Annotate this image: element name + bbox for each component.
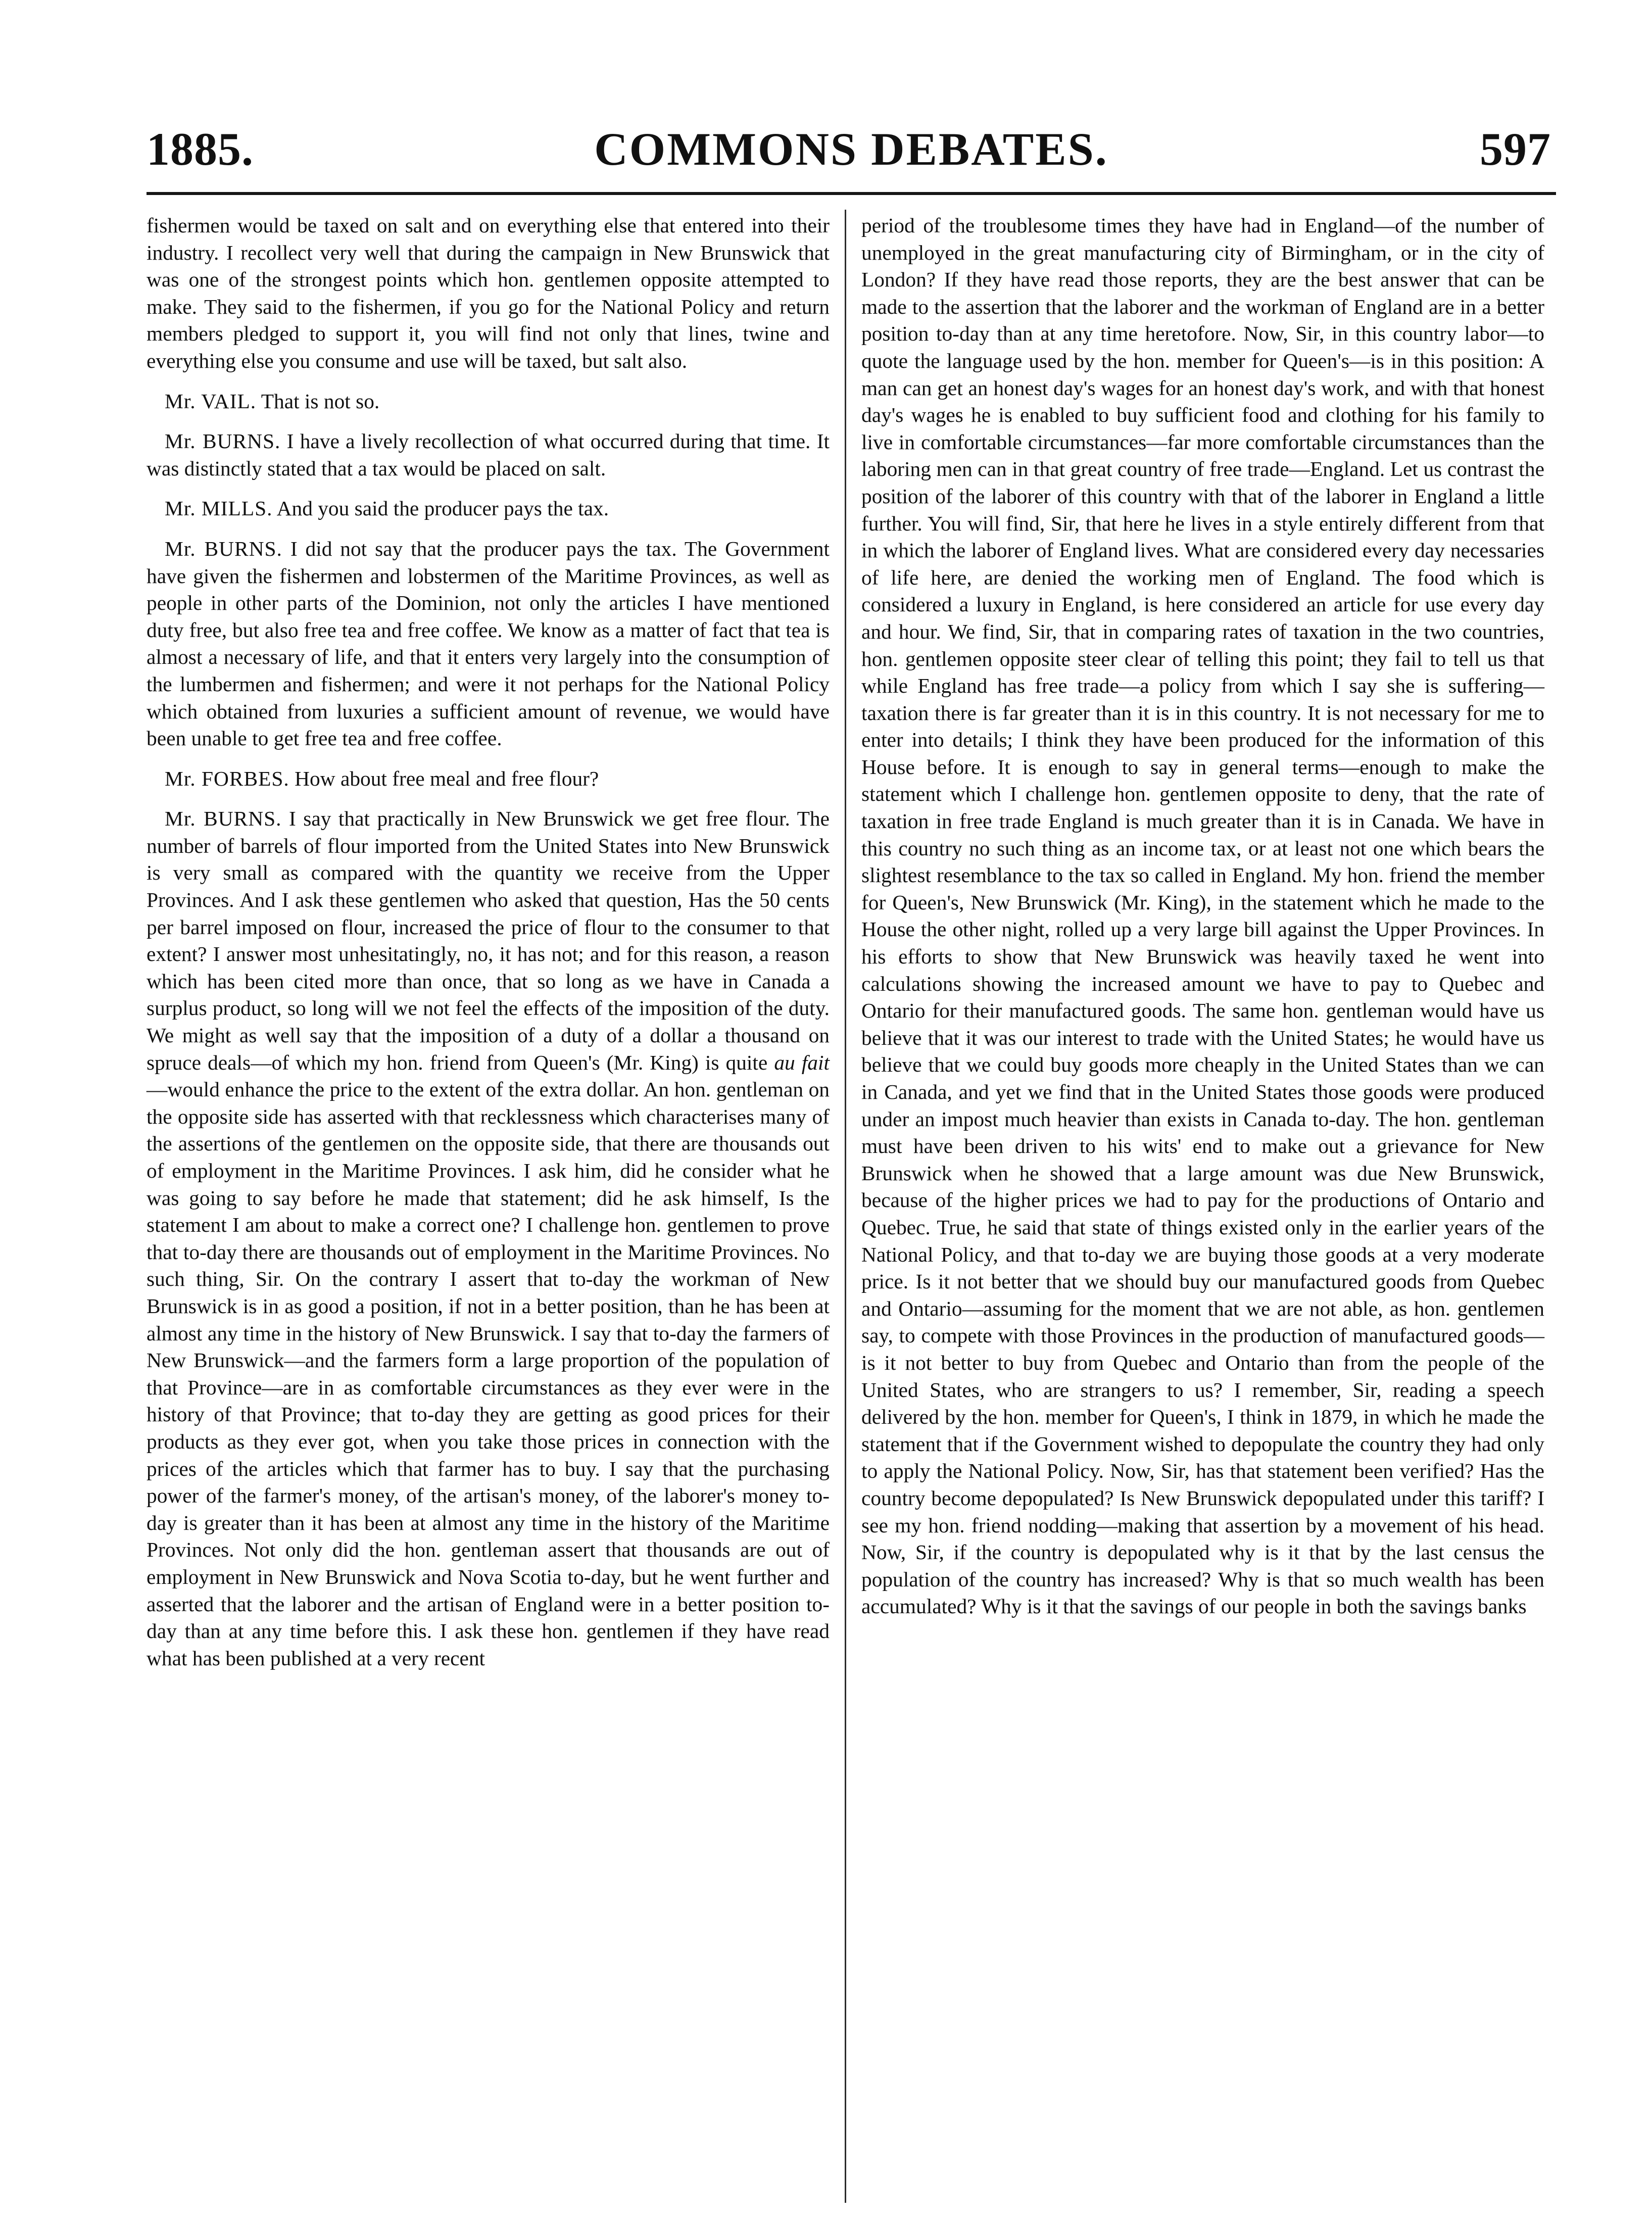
speech-text-continued: —would enhance the price to the extent of the extra dollar. An hon. gentleman on the opposite side has asserted with that recklessness which characterises many of the assertions of the gentlemen on the opposite side, that there are thousands out of employment in the Maritime Provinces. I ask him, did he consider what he was going to say before he made that statement; did he ask himself, Is the statement I am about to make a correct one? I challenge hon. gentlemen to prove that to-day there are thousands out of employment in the Maritime Provinces. No such thing, Sir. On the contrary I assert that to-day the workman of New Brunswick is in as good a position, if not in a better position, than he has been at almost any time in the history of New Brunswick. I say that to-day the farmers of New Brunswick—and the farmers form a large proportion of the population of that Province—are in as comfortable circumstances as they ever were in the history of that Province; that to-day they are getting as good prices for their products as they ever got, when you take those prices in connection with the prices of the articles which that farmer has to buy. I say that the purchasing power of the farmer's money, of the artisan's money, of the laborer's money to-day is greater than it has been at almost any time in the history of the Maritime Provinces. Not only did the hon. gentleman assert that thousands are out of employment in New Brunswick and Nova Scotia to-day, but he went further and asserted that the laborer and the artisan of England were in a better position to-day than at any time before this. I ask these hon. gentlemen if they have read what has been published at a very recent xyxy=(147,1078,830,1670)
paragraph-text: fishermen would be taxed on salt and on everything else that entered into their industry. I recollect very well that during the campaign in New Brunswick that was one of the strongest points which hon. gentlemen opposite attempted to make. They said to the fishermen, if you go for the National Policy and return members pledged to support it, you will find not only that lines, twine and everything else you consume and use will be taxed, but salt also. xyxy=(147,214,830,372)
speech-forbes xyxy=(147,765,830,793)
speech-text: And you said the producer pays the tax. xyxy=(276,497,609,520)
right-column xyxy=(861,212,1544,1620)
speech-burns xyxy=(147,428,830,482)
speaker-name: Mr. BURNS. xyxy=(165,429,281,453)
speaker-name: Mr. BURNS. xyxy=(165,807,282,831)
speaker-name: Mr. MILLS. xyxy=(165,497,273,520)
speaker-name: Mr. FORBES. xyxy=(165,766,289,790)
speech-text: That is not so. xyxy=(261,389,380,413)
paragraph xyxy=(861,212,1544,1620)
speech-burns xyxy=(147,536,830,752)
speaker-name: Mr. VAIL. xyxy=(165,389,257,413)
speech-text: I did not say that the producer pays the tax. The Government have given the fishermen and lobstermen of the Maritime Provinces, as well as people in other parts of the Dominion, not only the articles I have mentioned duty free, but also free tea and free coffee. We know as a matter of fact that tea is almost a necessary of life, and that it enters very largely into the consumption of the lumbermen and fishermen; and were it not perhaps for the National Policy which obtained from luxuries a sufficient amount of revenue, we would have been unable to get free tea and free coffee. xyxy=(147,537,830,750)
paragraph-text: period of the troublesome times they have had in England—of the number of unemployed in the great manufacturing city of Birmingham, or in the city of London? If they have read those reports, they are the best answer that can be made to the assertion that the laborer and the workman of England are in a better position to-day than at any time heretofore. Now, Sir, in this country labor—to quote the language used by the hon. member for Queen's—is in this position: A man can get an honest day's wages for an honest day's work, and with that honest day's wages he is enabled to buy sufficient food and clothing for his family to live in comfortable circumstances—far more comfortable circumstances than the laboring men can in that great country of free trade—England. Let us contrast the position of the laborer of this country with that of the laborer in England a little further. You will find, Sir, that here he lives in a style entirely different from that in which the laborer of England lives. What are considered every day necessaries of life here, are denied the working men of England. The food which is considered a luxury in England, is here considered an article for use every day and hour. We find, Sir, that in comparing rates of taxation in the two countries, hon. gentlemen opposite steer clear of telling this point; they fail to tell us that while England has free trade—a policy from which I say she is suffering—taxation there is far greater than it is in this country. It is not necessary for me to enter into details; I think they have been produced for the information of this House before. It is enough to say in general terms—enough to make the statement which I challenge hon. gentlemen opposite to deny, that the rate of taxation in free trade England is much greater than it is in Canada. We have in this country no such thing as an income tax, or at least not one which bears the slightest resemblance to the tax so called in England. My hon. friend the member for Queen's, New Brunswick (Mr. King), in the statement which he made to the House the other night, rolled up a very large bill against the Upper Provinces. In his efforts to show that New Brunswick was heavily taxed he went into calculations showing the increased amount we have to pay to Quebec and Ontario for their manufactured goods. The same hon. gentleman would have us believe that it was our interest to trade with the United States; he would have us believe that we could buy goods more cheaply in the United States than we can in Canada, and yet we find that in the United States those goods were produced under an impost much heavier than exists in Canada to-day. The hon. gentleman must have been driven to his wits' end to make out a grievance for New Brunswick when he showed that a large amount was due New Brunswick, because of the higher prices we had to pay for the productions of Ontario and Quebec. True, he said that state of things existed only in the earlier years of the National Policy, and that to-day we are buying those goods at a very moderate price. Is it not better that we should buy our manufactured goods from Quebec and Ontario—assuming for the moment that we are not able, as hon. gentlemen say, to compete with those Provinces in the production of manufactured goods—is it not better to buy from Quebec and Ontario than from the people of the United States, who are strangers to us? I remember, Sir, reading a speech delivered by the hon. member for Queen's, I think in 1879, in which he made the statement that if the Government wished to depopulate the country they had only to apply the National Policy. Now, Sir, has that statement been verified? Has the country become depopulated? Is New Brunswick depopulated under this tariff? I see my hon. friend nodding—making that assertion by a movement of his head. Now, Sir, if the country is depopulated why is it that by the last census the population of the country has increased? Why is that so much wealth has been accumulated? Why is it that the savings of our people in both the savings banks xyxy=(861,214,1544,1618)
speech-vail xyxy=(147,388,830,415)
speech-mills xyxy=(147,495,830,522)
speech-burns xyxy=(147,805,830,1672)
speaker-name: Mr. BURNS. xyxy=(165,537,282,560)
paragraph xyxy=(147,212,830,375)
left-column xyxy=(147,212,830,1672)
header-rule xyxy=(147,192,1556,195)
italic-phrase: au fait xyxy=(774,1050,830,1074)
header-title: COMMONS DEBATES. xyxy=(594,123,1108,175)
speech-text: I have a lively recollection of what occurred during that time. It was distinctly stated that a tax would be placed on salt. xyxy=(147,429,830,480)
speech-text: How about free meal and free flour? xyxy=(295,766,599,790)
header-page-number: 597 xyxy=(1480,123,1551,175)
column-divider xyxy=(845,210,846,2203)
speech-text: I say that practically in New Brunswick we get free flour. The number of barrels of flour imported from the United States into New Brunswick is very small as compared with the quantity we receive from the Upper Provinces. And I ask these gentlemen who asked that question, Has the 50 cents per barrel imposed on flour, increased the price of flour to the consumer to that extent? I answer most unhesitatingly, no, it has not; and for this reason, a reason which has been cited more than once, that so long as we have in Canada a surplus product, so long will we not feel the effects of the imposition of the duty. We might as well say that the imposition of a duty of a dollar a thousand on spruce deals—of which my hon. friend from Queen's (Mr. King) is quite xyxy=(147,807,830,1074)
header-year: 1885. xyxy=(147,123,254,175)
page-header xyxy=(147,106,1556,177)
